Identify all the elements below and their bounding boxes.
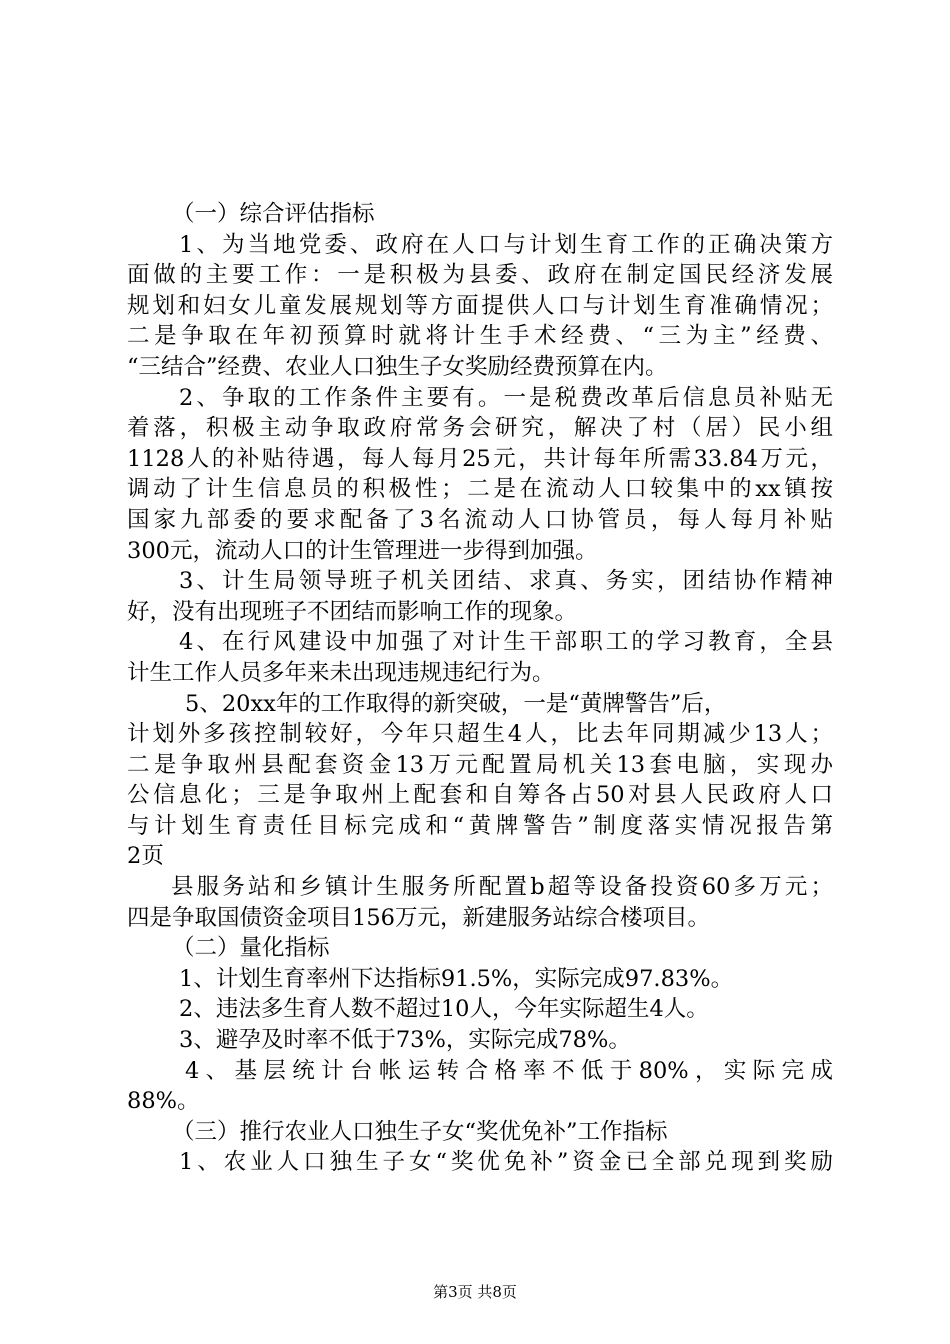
body-line: 着落，积极主动争取政府常务会研究，解决了村（居）民小组 — [127, 415, 833, 442]
section-heading-2: （二）量化指标 — [172, 935, 330, 962]
body-line: 调动了计生信息员的积极性；二是在流动人口较集中的xx镇按 — [127, 476, 833, 503]
body-line: 4、基层统计台帐运转合格率不低于80%，实际完成 — [185, 1057, 833, 1084]
body-line: 5、20xx年的工作取得的新突破，一是“黄牌警告”后， — [185, 690, 727, 717]
page-footer: 第3页 共8页 — [433, 1283, 517, 1301]
body-line: 县服务站和乡镇计生服务所配置b超等设备投资60多万元； — [171, 874, 833, 901]
body-line: 2、违法多生育人数不超过10人，今年实际超生4人。 — [179, 996, 709, 1023]
body-line: 2页 — [127, 843, 164, 870]
body-line: 88%。 — [127, 1088, 200, 1115]
body-line: 规划和妇女儿童发展规划等方面提供人口与计划生育准确情况； — [127, 292, 833, 319]
body-line: 3、避孕及时率不低于73%，实际完成78%。 — [179, 1027, 631, 1054]
body-line: 计划外多孩控制较好，今年只超生4人，比去年同期减少13人； — [127, 721, 833, 748]
body-line: 1128人的补贴待遇，每人每月25元，共计每年所需33.84万元， — [127, 445, 833, 472]
body-line: 计生工作人员多年来未出现违规违纪行为。 — [127, 659, 555, 686]
body-line: 公信息化；三是争取州上配套和自筹各占50对县人民政府人口 — [127, 782, 833, 809]
body-line: 面做的主要工作：一是积极为县委、政府在制定国民经济发展 — [127, 262, 833, 289]
body-line: 好，没有出现班子不团结而影响工作的现象。 — [127, 598, 578, 625]
body-line: 四是争取国债资金项目156万元，新建服务站综合楼项目。 — [127, 904, 710, 931]
body-line: 二是争取州县配套资金13万元配置局机关13套电脑，实现办 — [127, 751, 833, 778]
section-heading-3: （三）推行农业人口独生子女“奖优免补”工作指标 — [172, 1118, 668, 1145]
body-line: 二是争取在年初预算时就将计生手术经费、“三为主”经费、 — [127, 323, 833, 350]
body-line: 3、计生局领导班子机关团结、求真、务实，团结协作精神 — [179, 568, 833, 595]
section-heading-1: （一）综合评估指标 — [172, 201, 375, 227]
body-line: 1、为当地党委、政府在人口与计划生育工作的正确决策方 — [179, 231, 833, 258]
body-line: 300元，流动人口的计生管理进一步得到加强。 — [127, 537, 598, 564]
body-line: 1、农业人口独生子女“奖优免补”资金已全部兑现到奖励 — [179, 1149, 833, 1176]
body-line: 1、计划生育率州下达指标91.5%，实际完成97.83%。 — [179, 965, 734, 992]
document-body — [127, 199, 833, 1178]
body-line: 2、争取的工作条件主要有。一是税费改革后信息员补贴无 — [179, 384, 833, 411]
body-line: “三结合”经费、农业人口独生子女奖励经费预算在内。 — [127, 353, 668, 380]
body-line: 与计划生育责任目标完成和“黄牌警告”制度落实情况报告第 — [127, 812, 833, 839]
body-line: 国家九部委的要求配备了3名流动人口协管员，每人每月补贴 — [127, 506, 833, 533]
body-line: 4、在行风建设中加强了对计生干部职工的学习教育，全县 — [179, 629, 833, 656]
